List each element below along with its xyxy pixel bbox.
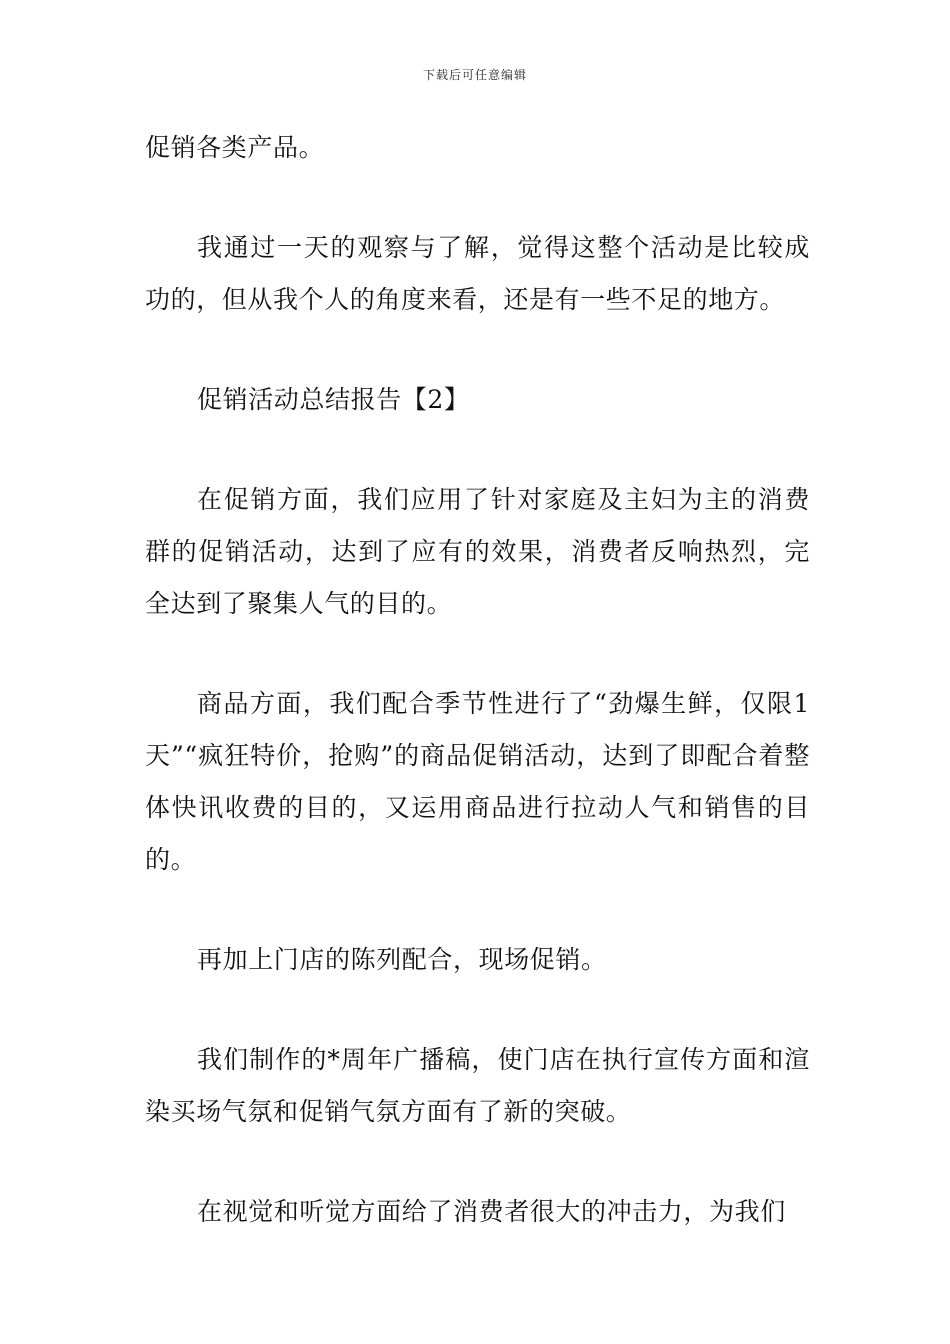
page-header-note: 下载后可任意编辑 xyxy=(422,68,527,82)
paragraph-4: 商品方面，我们配合季节性进行了“劲爆生鲜，仅限1天”“疯狂特价，抢购”的商品促销活动，达到了即配合着整体快讯收费的目的，又运用商品进行拉动人气和销售的目的。 xyxy=(145,689,810,874)
paragraph-3: 在促销方面，我们应用了针对家庭及主妇为主的消费群的促销活动，达到了应有的效果，消费者反响热烈，完全达到了聚集人气的目的。 xyxy=(145,485,810,618)
document-body xyxy=(145,122,810,1286)
paragraph-2: 我通过一天的观察与了解，觉得这整个活动是比较成功的，但从我个人的角度来看，还是有一些不足的地方。 xyxy=(145,233,810,314)
paragraph-6: 我们制作的*周年广播稿，使门店在执行宣传方面和渲染买场气氛和促销气氛方面有了新的突破。 xyxy=(145,1045,810,1126)
paragraph-7: 在视觉和听觉方面给了消费者很大的冲击力，为我们 xyxy=(197,1197,786,1226)
paragraph-5: 再加上门店的陈列配合，现场促销。 xyxy=(197,945,607,974)
section-heading: 促销活动总结报告【2】 xyxy=(197,385,470,414)
paragraph-1: 促销各类产品。 xyxy=(145,133,325,162)
